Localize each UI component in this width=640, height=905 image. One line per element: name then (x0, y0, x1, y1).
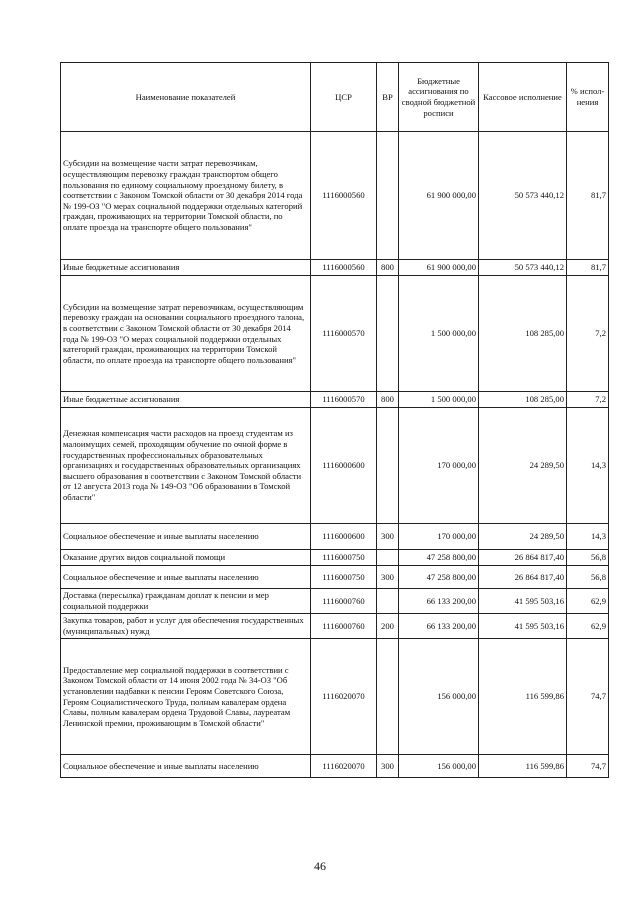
row-name: Социальное обеспечение и иные выплаты населению (61, 566, 311, 589)
row-vr: 300 (377, 566, 399, 589)
row-executed: 24 289,50 (479, 408, 567, 524)
row-percent: 62,9 (567, 589, 609, 614)
header-executed: Кассовое исполнение (479, 63, 567, 132)
row-percent: 56,8 (567, 566, 609, 589)
row-percent: 81,7 (567, 260, 609, 276)
row-percent: 7,2 (567, 392, 609, 408)
table-header-row (61, 63, 609, 132)
table-row (61, 614, 609, 639)
row-name: Доставка (пересылка) гражданам доплат к пенсии и мер социальной поддержки (61, 589, 311, 614)
row-csr: 1116000750 (311, 550, 377, 566)
row-csr: 1116000560 (311, 132, 377, 260)
row-percent: 74,7 (567, 755, 609, 778)
row-csr: 1116000600 (311, 524, 377, 550)
row-csr: 1116000570 (311, 276, 377, 392)
row-name: Социальное обеспечение и иные выплаты населению (61, 755, 311, 778)
row-assigned: 61 900 000,00 (399, 132, 479, 260)
row-assigned: 170 000,00 (399, 524, 479, 550)
row-name: Субсидии на возмещение части затрат перевозчикам, осуществляющим перевозку граждан транспортом общего пользования по единому социальному проездному билету, в соответствии с Законом Томской области от 30 декабря 2014 года № 199-ОЗ "О мерах социальной поддержки отдельных категорий граждан, проживающих на территории Томской области, по оплате проезда на транспорте общего пользования" (61, 132, 311, 260)
row-csr: 1116000760 (311, 614, 377, 639)
row-name: Социальное обеспечение и иные выплаты населению (61, 524, 311, 550)
row-vr (377, 589, 399, 614)
row-vr (377, 639, 399, 755)
table-row (61, 276, 609, 392)
table-row (61, 589, 609, 614)
table-row (61, 392, 609, 408)
row-vr (377, 550, 399, 566)
row-assigned: 47 258 800,00 (399, 566, 479, 589)
table-row (61, 524, 609, 550)
row-assigned: 1 500 000,00 (399, 392, 479, 408)
row-csr: 1116000600 (311, 408, 377, 524)
row-vr: 300 (377, 755, 399, 778)
row-percent: 14,3 (567, 524, 609, 550)
table-row (61, 639, 609, 755)
row-name: Оказание других видов социальной помощи (61, 550, 311, 566)
row-assigned: 61 900 000,00 (399, 260, 479, 276)
row-vr (377, 132, 399, 260)
row-csr: 1116000750 (311, 566, 377, 589)
row-percent: 81,7 (567, 132, 609, 260)
table-row (61, 260, 609, 276)
row-percent: 56,8 (567, 550, 609, 566)
row-executed: 116 599,86 (479, 755, 567, 778)
row-csr: 1116020070 (311, 755, 377, 778)
row-executed: 116 599,86 (479, 639, 567, 755)
row-vr (377, 408, 399, 524)
row-assigned: 156 000,00 (399, 755, 479, 778)
row-name: Иные бюджетные ассигнования (61, 260, 311, 276)
row-vr (377, 276, 399, 392)
table-row (61, 755, 609, 778)
row-percent: 62,9 (567, 614, 609, 639)
row-name: Иные бюджетные ассигнования (61, 392, 311, 408)
budget-execution-table (60, 62, 609, 778)
table-row (61, 550, 609, 566)
row-assigned: 66 133 200,00 (399, 614, 479, 639)
row-percent: 14,3 (567, 408, 609, 524)
row-percent: 7,2 (567, 276, 609, 392)
header-name: Наименование показателей (61, 63, 311, 132)
row-executed: 108 285,00 (479, 392, 567, 408)
row-csr: 1116000560 (311, 260, 377, 276)
row-csr: 1116000570 (311, 392, 377, 408)
row-name: Предоставление мер социальной поддержки в соответствии с Законом Томской области от 14 июня 2002 года № 34-ОЗ "Об установлении надбавки к пенсии Героям Советского Союза, Героям Социалистического Труда, полным кавалерам ордена Славы, полным кавалерам ордена Трудовой Славы, лауреатам Ленинской премии, проживающим в Томской области" (61, 639, 311, 755)
row-assigned: 170 000,00 (399, 408, 479, 524)
row-vr: 800 (377, 260, 399, 276)
row-vr: 200 (377, 614, 399, 639)
row-name: Субсидии на возмещение затрат перевозчикам, осуществляющим перевозку граждан на основании социального проездного талона, в соответствии с Законом Томской области от 30 декабря 2014 года № 199-ОЗ "О мерах социальной поддержки отдельных категорий граждан, проживающих на территории Томской области, по оплате проезда на транспорте общего пользования" (61, 276, 311, 392)
table-row (61, 132, 609, 260)
row-executed: 50 573 440,12 (479, 132, 567, 260)
row-executed: 26 864 817,40 (479, 550, 567, 566)
table-row (61, 408, 609, 524)
row-assigned: 47 258 800,00 (399, 550, 479, 566)
header-vr: ВР (377, 63, 399, 132)
row-percent: 74,7 (567, 639, 609, 755)
page-number: 46 (314, 859, 326, 873)
header-assigned: Бюджетные ассигнования по сводной бюджетной росписи (399, 63, 479, 132)
row-csr: 1116000760 (311, 589, 377, 614)
header-csr: ЦСР (311, 63, 377, 132)
row-executed: 41 595 503,16 (479, 614, 567, 639)
row-executed: 41 595 503,16 (479, 589, 567, 614)
table-row (61, 566, 609, 589)
row-vr: 300 (377, 524, 399, 550)
row-name: Закупка товаров, работ и услуг для обеспечения государственных (муниципальных) нужд (61, 614, 311, 639)
row-executed: 26 864 817,40 (479, 566, 567, 589)
row-executed: 24 289,50 (479, 524, 567, 550)
row-assigned: 156 000,00 (399, 639, 479, 755)
row-name: Денежная компенсация части расходов на проезд студентам из малоимущих семей, проходящим обучение по очной форме в государственных профессиональных образовательных организациях и государственных образовательных организациях высшего образования в соответствии с Законом Томской области от 12 августа 2013 года № 149-ОЗ "Об образовании в Томской области" (61, 408, 311, 524)
row-csr: 1116020070 (311, 639, 377, 755)
row-vr: 800 (377, 392, 399, 408)
row-executed: 50 573 440,12 (479, 260, 567, 276)
row-executed: 108 285,00 (479, 276, 567, 392)
row-assigned: 66 133 200,00 (399, 589, 479, 614)
row-assigned: 1 500 000,00 (399, 276, 479, 392)
header-percent: % испол-нения (567, 63, 609, 132)
